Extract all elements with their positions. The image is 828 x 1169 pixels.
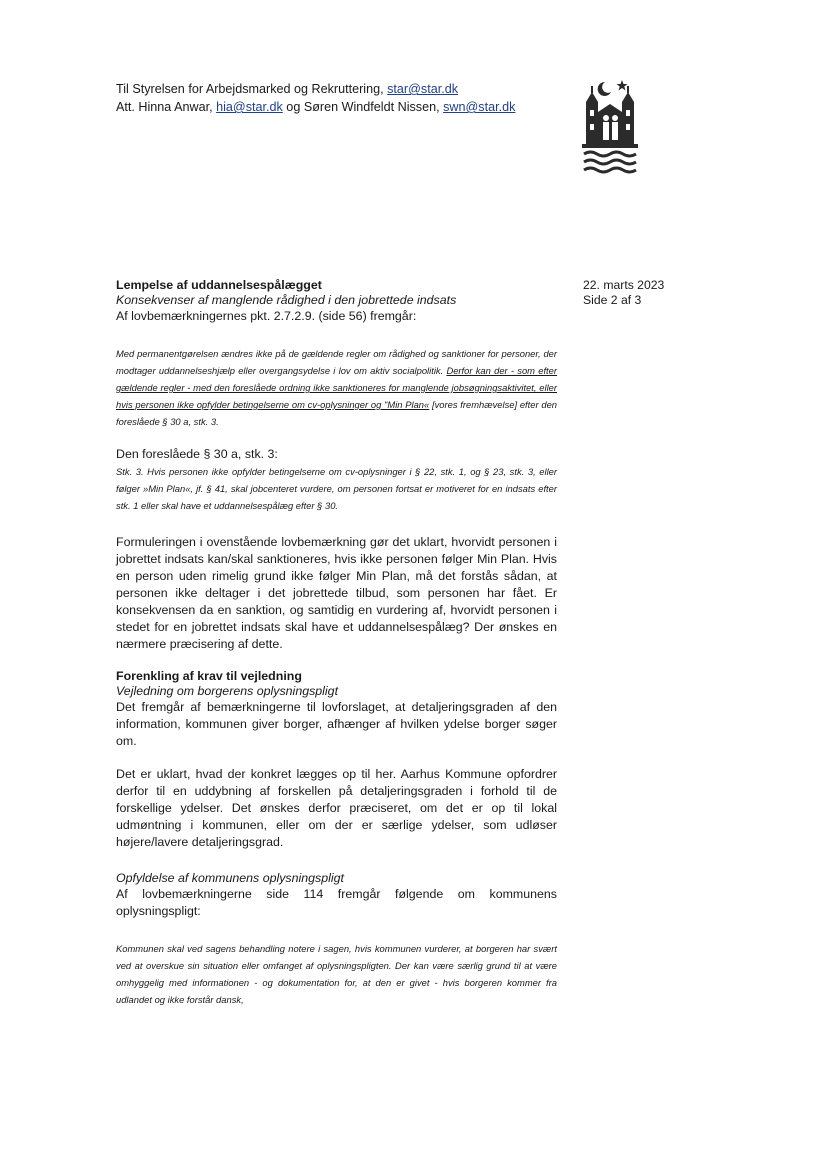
paragraph-side-114: Af lovbemærkningerne side 114 fremgår følgende om kommunens oplysningspligt:	[116, 887, 557, 918]
section-30a-heading: Den foreslåede § 30 a, stk. 3:	[116, 447, 278, 461]
quote-kommunen-skal: Kommunen skal ved sagens behandling notere i sagen, hvis kommunen vurderer, at borgeren har svært ved at overskue sin situation eller omfanget af oplysningspligten. Der kan være særlig grund til at være omhyggelig med informationen - og dokumentation for, at den er givet - hvis borgeren kommer fra udlandet og ikke forstår dansk,	[116, 943, 557, 1005]
paragraph-uklart: Det er uklart, hvad der konkret lægges op til her. Aarhus Kommune opfordrer derfor til en uddybning af forskellen på detaljeringsgraden i forhold til de forskellige ydelser. Det ønskes derfor præciseret, om det er op til lokal udmøntning i kommunen, eller om der er særlige ydelser, som udløser højere/lavere detaljeringsgrad.	[116, 767, 557, 849]
aarhus-coat-of-arms-logo	[578, 78, 642, 178]
letter-meta	[583, 278, 664, 308]
intro-paragraph: Af lovbemærkningernes pkt. 2.7.2.9. (side 56) fremgår:	[116, 309, 417, 323]
section-subtitle-raadighed: Konsekvenser af manglende rådighed i den jobrettede indsats	[116, 293, 457, 307]
recipient-line-2	[116, 98, 576, 116]
quote-underlined-text: Derfor kan der - som efter gældende regler - med den foreslåede ordning ikke sanktioneres for manglende jobsøgningsaktivitet, eller hvis personen ikke opfylder betingelserne om cv-oplysninger og "Min Plan«	[116, 365, 558, 410]
quote-plain-text: Med permanentgørelsen ændres ikke på de gældende regler om rådighed og sanktioner for personer, der modtager uddannelseshjælp eller overgangsydelse i lov om aktiv socialpolitik.	[116, 348, 557, 376]
quote-tail-text: [vores fremhævelse] efter den foreslåede § 30 a, stk. 3.	[116, 399, 557, 427]
letter-date: 22. marts 2023	[583, 278, 665, 292]
attention-prefix: Att. Hinna Anwar,	[116, 100, 217, 114]
email-link-swn[interactable]: swn@star.dk	[443, 100, 516, 114]
paragraph-detaljeringsgrad: Det fremgår af bemærkningerne til lovforslaget, at detaljeringsgraden af den information, kommunen giver borger, afhænger af hvilken ydelse borger søger om.	[116, 700, 557, 748]
section-title-vejledning: Forenkling af krav til vejledning	[116, 669, 302, 683]
recipient-block	[116, 80, 576, 116]
body-paragraph-min-plan: Formuleringen i ovenstående lovbemærkning gør det uklart, hvorvidt personen i jobrettet indsats kan/skal sanktioneres, hvis ikke personen følger Min Plan. Hvis en person uden rimelig grund ikke følger Min Plan, må det forstås sådan, at personen ikke deltager i det jobrettede tilbud, som personen har fået. Er konsekvensen da en sanktion, og samtidig en vurdering af, hvorvidt personen i stedet for en jobrettet indsats skal have et uddannelsespålæg? Der ønskes en nærmere præcisering af dette.	[116, 535, 557, 651]
section-30a-quote: Stk. 3. Hvis personen ikke opfylder betingelserne om cv-oplysninger i § 22, stk. 1, og § 23, stk. 3, eller følger »Min Plan«, jf. § 41, skal jobcenteret vurdere, om personen fortsat er motiveret for en indsats efter stk. 1 eller skal have et uddannelsespålæg efter § 30.	[116, 466, 557, 511]
quoted-remark	[116, 345, 557, 430]
recipient-line-1	[116, 80, 576, 98]
email-link-star[interactable]: star@star.dk	[387, 82, 459, 96]
recipient-agency: Til Styrelsen for Arbejdsmarked og Rekruttering,	[116, 82, 388, 96]
page-number: Side 2 af 3	[583, 293, 642, 307]
section-title-uddannelsespaalaeg: Lempelse af uddannelsespålægget	[116, 278, 322, 292]
letter-body	[116, 278, 557, 1008]
attention-middle: og Søren Windfeldt Nissen,	[282, 100, 444, 114]
section-subtitle-oplysningspligt: Vejledning om borgerens oplysningspligt	[116, 684, 339, 698]
email-link-hia[interactable]: hia@star.dk	[216, 100, 283, 114]
subsection-kommunens-oplysningspligt: Opfyldelse af kommunens oplysningspligt	[116, 871, 344, 885]
